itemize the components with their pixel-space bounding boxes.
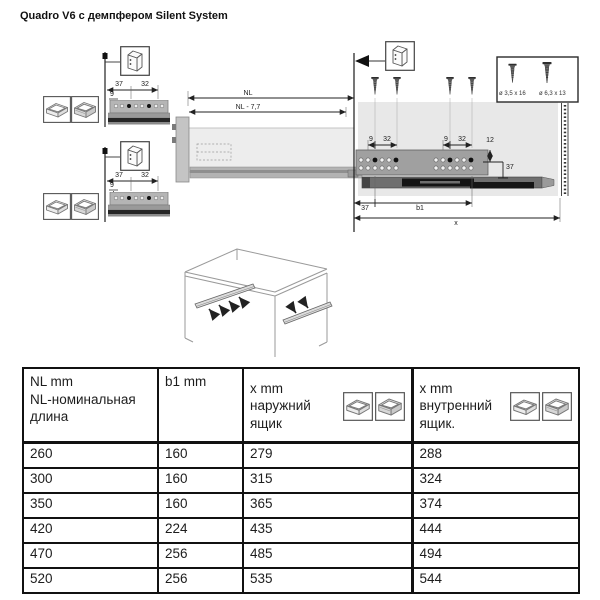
dim-label-32: 32 — [458, 136, 466, 143]
screw-icon — [371, 77, 379, 95]
cell-nl: 520 — [23, 568, 158, 593]
table-row — [23, 568, 579, 593]
screw-icon — [393, 77, 401, 95]
header-nl: NL mm NL-номинальная длина — [23, 368, 158, 443]
left-lower-detail — [44, 142, 170, 222]
dim-label-32: 32 — [141, 81, 149, 88]
dim-label-37: 37 — [361, 205, 369, 212]
dim-label-9: 9 — [110, 182, 114, 189]
table-row — [23, 543, 579, 568]
cell-b1: 256 — [158, 568, 243, 593]
rail-cross-section — [108, 100, 170, 125]
screw-icon — [446, 77, 454, 95]
cell-nl: 420 — [23, 518, 158, 543]
cell-nl: 300 — [23, 468, 158, 493]
dim-label-nl-77: NL - 7,7 — [235, 104, 261, 111]
technical-drawing — [0, 36, 600, 366]
dim-label-32: 32 — [141, 172, 149, 179]
drawer-front-icon — [72, 97, 99, 123]
screw-size-label: ø 3,5 x 16 — [499, 91, 526, 97]
cell-x-outer: 315 — [243, 468, 412, 493]
screw-icon — [468, 77, 476, 95]
drawer-open-icon — [44, 194, 71, 220]
cabinet-side-icon — [121, 142, 150, 171]
drawer-open-icon — [44, 97, 71, 123]
dim-label-9: 9 — [369, 136, 373, 143]
screw-size-label: ø 6,3 x 13 — [539, 91, 566, 97]
cell-b1: 160 — [158, 443, 243, 468]
reference-arrow — [355, 55, 369, 67]
dim-label-12: 12 — [486, 137, 494, 144]
header-x-inner: x mm внутренний ящик. — [412, 368, 579, 443]
table-header-row — [23, 368, 579, 443]
cell-nl: 260 — [23, 443, 158, 468]
table-row — [23, 468, 579, 493]
slide-rail-right — [283, 302, 332, 324]
dim-label-37: 37 — [506, 164, 514, 171]
cell-x-inner: 544 — [412, 568, 579, 593]
cell-x-inner: 494 — [412, 543, 579, 568]
table-row — [23, 443, 579, 468]
table-row — [23, 493, 579, 518]
cabinet-rail — [356, 150, 488, 175]
dim-label-37: 37 — [115, 81, 123, 88]
cell-x-outer: 435 — [243, 518, 412, 543]
dimension-table — [22, 367, 580, 594]
cell-x-outer: 365 — [243, 493, 412, 518]
cell-b1: 256 — [158, 543, 243, 568]
dim-label-37: 37 — [115, 172, 123, 179]
slide-rail-left — [195, 284, 255, 308]
cell-x-inner: 288 — [412, 443, 579, 468]
drawer-front-icon — [542, 392, 572, 421]
dim-label-nl: NL — [243, 90, 253, 97]
drawer-front-icon — [72, 194, 99, 220]
cell-x-inner: 324 — [412, 468, 579, 493]
rail-cross-section — [108, 192, 170, 217]
cell-x-outer: 485 — [243, 543, 412, 568]
dim-label-9: 9 — [444, 136, 448, 143]
table-row — [23, 518, 579, 543]
back-strip — [562, 103, 569, 196]
telescopic-rail — [362, 177, 554, 189]
cell-nl: 470 — [23, 543, 158, 568]
front-bracket — [176, 117, 189, 182]
drawer-open-icon — [510, 392, 540, 421]
drawer-front-icon — [375, 392, 405, 421]
dim-label-32: 32 — [383, 136, 391, 143]
cell-x-inner: 374 — [412, 493, 579, 518]
technical-drawing-svg — [0, 36, 600, 366]
cell-b1: 224 — [158, 518, 243, 543]
cell-nl: 350 — [23, 493, 158, 518]
cabinet-side-icon — [121, 47, 150, 76]
cell-b1: 160 — [158, 493, 243, 518]
dim-label-x: x — [454, 220, 458, 227]
cell-x-outer: 535 — [243, 568, 412, 593]
header-b1: b1 mm — [158, 368, 243, 443]
slide-side-view — [172, 42, 578, 232]
cell-x-outer: 279 — [243, 443, 412, 468]
cabinet-side-icon — [386, 42, 415, 71]
dim-label-b1: b1 — [416, 205, 424, 212]
page-title: Quadro V6 с демпфером Silent System — [20, 10, 228, 22]
mounting-isometric — [185, 249, 332, 357]
drawer-open-icon — [343, 392, 373, 421]
header-x-outer: x mm наружний ящик — [243, 368, 412, 443]
cell-b1: 160 — [158, 468, 243, 493]
dim-label-9: 9 — [110, 91, 114, 98]
left-upper-detail — [44, 47, 170, 127]
cell-x-inner: 444 — [412, 518, 579, 543]
